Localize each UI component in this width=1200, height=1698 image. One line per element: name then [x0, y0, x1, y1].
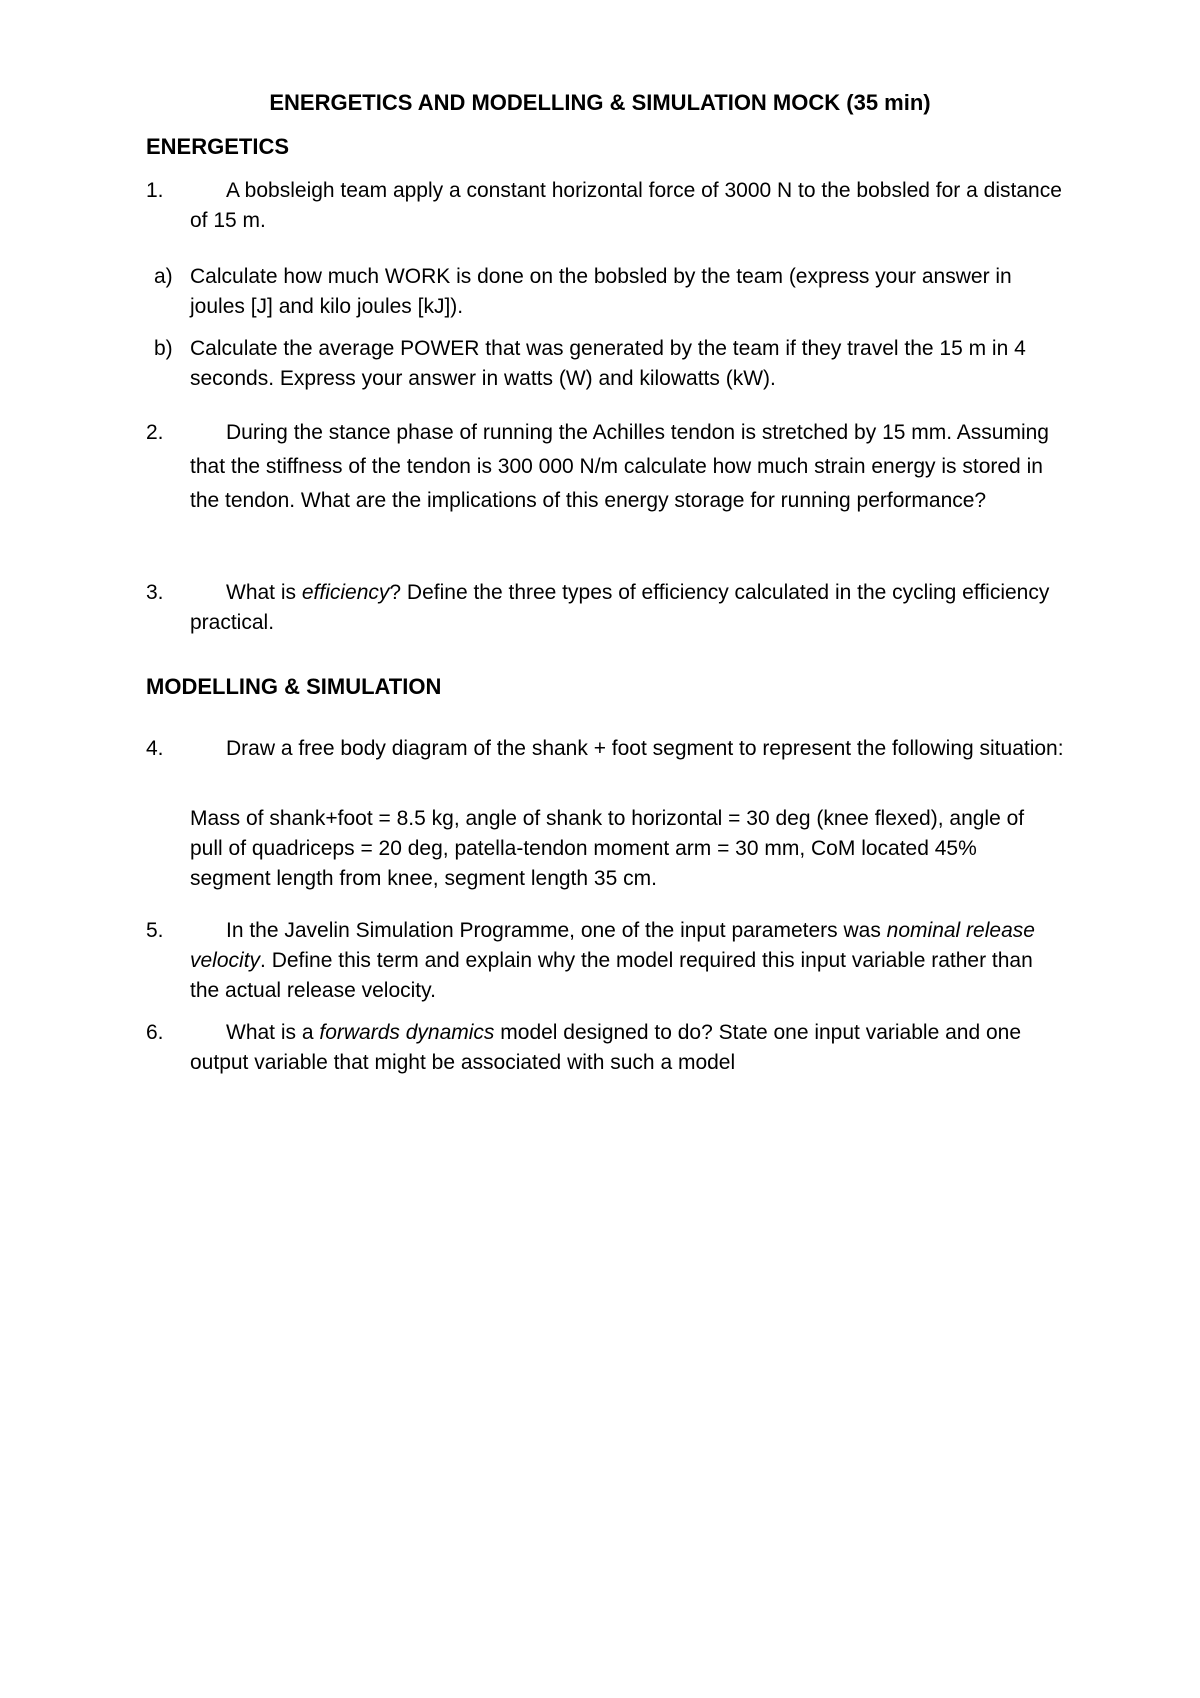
question-5 — [146, 916, 1066, 1006]
subquestion-label: b) — [154, 337, 173, 360]
question-number: 2. — [146, 421, 164, 444]
question-1a — [146, 262, 1066, 322]
question-text: In the Javelin Simulation Programme, one of the input parameters was nominal release velocity. Define this term and explain why the model required this input variable rather than the actual release velocity. — [190, 919, 1035, 1002]
question-text: What is efficiency? Define the three types of efficiency calculated in the cycling efficiency practical. — [190, 581, 1050, 634]
question-text: A bobsleigh team apply a constant horizontal force of 3000 N to the bobsled for a distance of 15 m. — [190, 179, 1062, 232]
question-1b — [146, 334, 1066, 394]
question-text: During the stance phase of running the Achilles tendon is stretched by 15 mm. Assuming that the stiffness of the tendon is 300 000 N/m calculate how much strain energy is stored in the tendon. What are the implications of this energy storage for running performance? — [190, 421, 1049, 512]
question-6 — [146, 1018, 1066, 1078]
question-text: Draw a free body diagram of the shank + foot segment to represent the following situation: — [226, 737, 1064, 760]
question-3 — [146, 578, 1066, 638]
question-number: 4. — [146, 737, 164, 760]
question-4-details: Mass of shank+foot = 8.5 kg, angle of shank to horizontal = 30 deg (knee flexed), angle of pull of quadriceps = 20 deg, patella-tendon moment arm = 30 mm, CoM located 45% segment length from knee, segment length 35 cm. — [190, 807, 1025, 890]
subquestion-text: Calculate how much WORK is done on the bobsled by the team (express your answer in joules [J] and kilo joules [kJ]). — [190, 265, 1012, 318]
question-number: 6. — [146, 1021, 164, 1044]
section-heading-energetics: ENERGETICS — [146, 134, 290, 159]
question-number: 3. — [146, 581, 164, 604]
question-number: 5. — [146, 919, 164, 942]
subquestion-label: a) — [154, 265, 173, 288]
question-2 — [146, 416, 1066, 518]
question-1 — [146, 176, 1066, 236]
document-title: ENERGETICS AND MODELLING & SIMULATION MOCK (35 min) — [269, 90, 931, 115]
section-heading-modelling: MODELLING & SIMULATION — [146, 674, 442, 699]
subquestion-text: Calculate the average POWER that was generated by the team if they travel the 15 m in 4 seconds. Express your answer in watts (W) and kilowatts (kW). — [190, 337, 1026, 390]
question-number: 1. — [146, 179, 164, 202]
question-4 — [146, 734, 1066, 764]
question-text: What is a forwards dynamics model designed to do? State one input variable and one output variable that might be associated with such a model — [190, 1021, 1021, 1074]
